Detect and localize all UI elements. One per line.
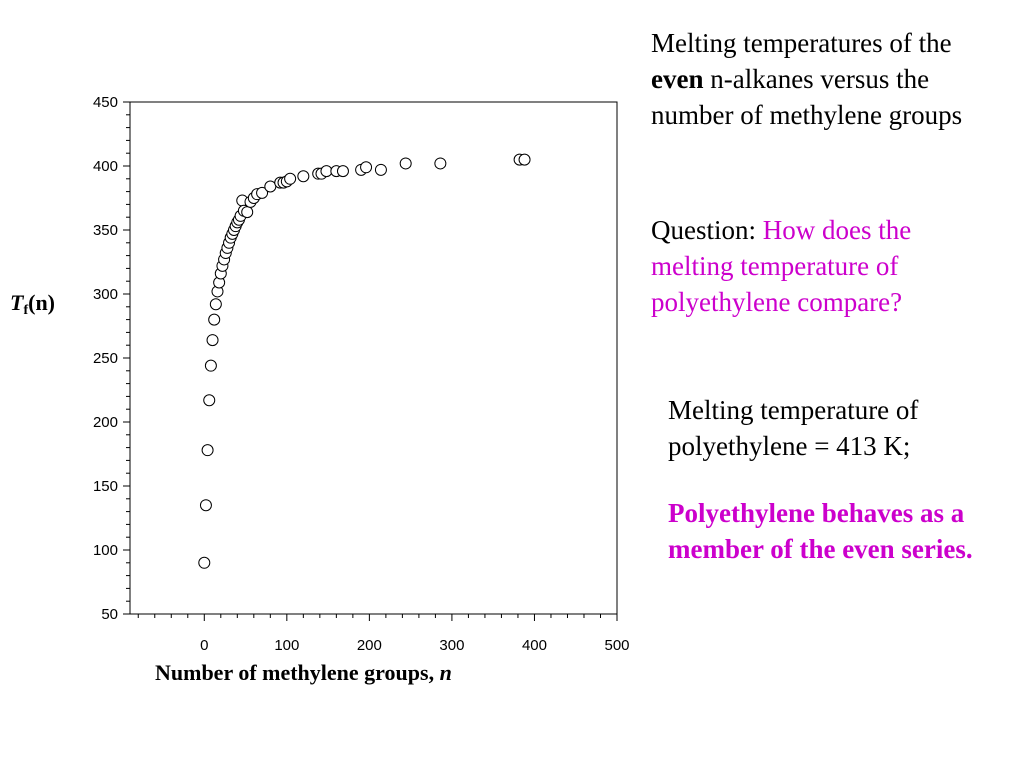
- y-tick-label: 50: [101, 606, 118, 623]
- data-point: [285, 173, 296, 184]
- x-tick-label: 100: [274, 637, 300, 654]
- description-text: Melting temperatures of the even n-alkanes versus the number of methylene groups: [651, 28, 963, 130]
- conclusion-text: Polyethylene behaves as a member of the even series.: [668, 498, 973, 564]
- data-point: [321, 166, 332, 177]
- data-point: [204, 395, 215, 406]
- data-point: [210, 299, 221, 310]
- plot-area: [93, 94, 630, 654]
- question-text: Question: How does the melting temperature of polyethylene compare?: [651, 215, 912, 317]
- data-point: [361, 162, 372, 173]
- data-point: [375, 164, 386, 175]
- data-point: [199, 557, 210, 568]
- y-tick-label: 200: [92, 414, 118, 431]
- x-tick-label: 0: [200, 637, 209, 654]
- x-axis-title: Number of methylene groups, n: [155, 660, 452, 685]
- data-point: [209, 314, 220, 325]
- data-point: [200, 500, 211, 511]
- data-point: [298, 171, 309, 182]
- data-point: [207, 335, 218, 346]
- y-axis-title: $T_f(n)$: [10, 290, 56, 318]
- x-tick-label: 200: [356, 637, 382, 654]
- data-point: [242, 207, 253, 218]
- x-tick-label: 400: [521, 637, 547, 654]
- y-tick-label: 150: [92, 478, 118, 495]
- data-point: [519, 154, 530, 165]
- data-point: [265, 181, 276, 192]
- y-tick-label: 450: [92, 94, 118, 111]
- y-tick-label: 400: [92, 158, 118, 175]
- x-tick-label: 500: [604, 637, 630, 654]
- y-tick-label: 100: [92, 542, 118, 559]
- x-tick-label: 300: [439, 637, 465, 654]
- data-point: [400, 158, 411, 169]
- data-point: [202, 445, 213, 456]
- y-tick-label: 300: [92, 286, 118, 303]
- y-tick-label: 250: [92, 350, 118, 367]
- data-point: [435, 158, 446, 169]
- answer-text: Melting temperature of polyethylene = 413 K;: [668, 395, 919, 461]
- data-point: [337, 166, 348, 177]
- y-tick-label: 350: [92, 222, 118, 239]
- plot-frame: [130, 102, 617, 614]
- data-point: [205, 360, 216, 371]
